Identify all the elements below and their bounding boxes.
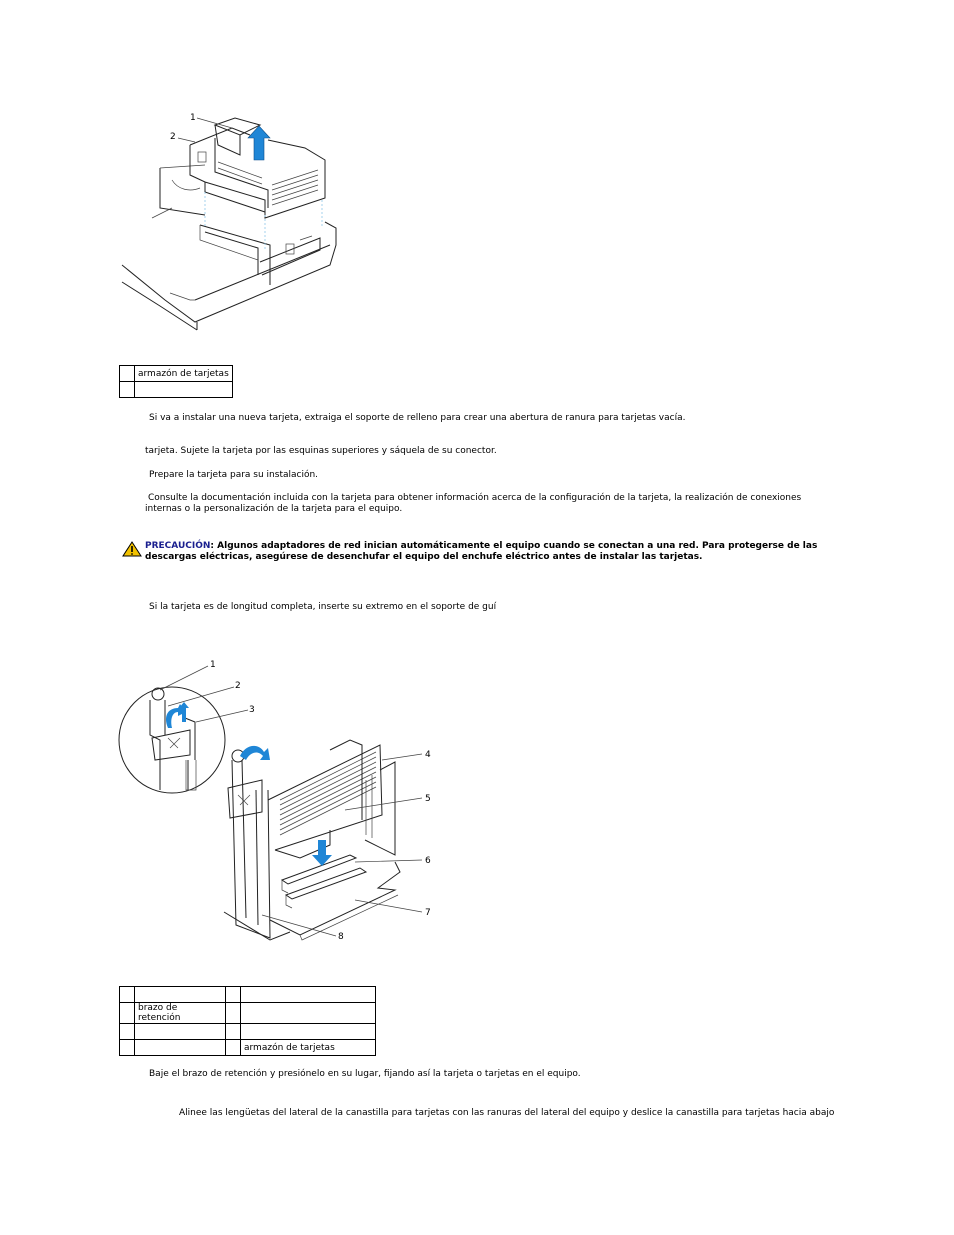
- legend-row: [120, 987, 376, 1003]
- step-paragraph: Alinee las lengüetas del lateral de la canastilla para tarjetas con las ranuras del lateral del equipo y deslice la canastilla para tarjetas hacia abajo: [179, 1108, 835, 1118]
- rotate-arrow-icon: [240, 746, 270, 760]
- legend-row: [120, 1040, 376, 1056]
- figure2-callout-1: 1: [210, 660, 216, 670]
- step-paragraph: Baje el brazo de retención y presiónelo en su lugar, fijando así la tarjeta o tarjetas en el equipo.: [149, 1069, 581, 1079]
- legend-number: [120, 1024, 135, 1040]
- figure2-callout-5: 5: [425, 794, 431, 804]
- insert-arrow-icon: [312, 840, 332, 866]
- legend-label: [241, 1024, 376, 1040]
- figure2-callout-3: 3: [249, 705, 255, 715]
- legend-row: [120, 1003, 376, 1024]
- figure2-callout-6: 6: [425, 856, 431, 866]
- legend-number: [226, 987, 241, 1003]
- legend-label: [135, 987, 226, 1003]
- step-paragraph: Si va a instalar una nueva tarjeta, extraiga el soporte de relleno para crear una abertura de ranura para tarjetas vacía.: [149, 413, 686, 423]
- legend-label: [135, 1024, 226, 1040]
- caution-text: Algunos adaptadores de red inician automáticamente el equipo cuando se conectan a una red. Para protegerse de las descargas eléctricas, asegúrese de desenchufar el equipo del enchufe eléctrico antes de instalar las tarjetas.: [145, 541, 818, 562]
- legend-row: [120, 1024, 376, 1040]
- legend-number: [226, 1040, 241, 1056]
- legend-number: [120, 1003, 135, 1024]
- step-paragraph: Consulte la documentación incluida con la tarjeta para obtener información acerca de la configuración de la tarjeta, la realización de conexiones internas o la personalización de la tarjeta para el equipo.: [145, 493, 802, 514]
- legend-table-2: [119, 986, 376, 1056]
- legend-label: [135, 1040, 226, 1056]
- legend-number: [120, 987, 135, 1003]
- legend-number: [120, 1040, 135, 1056]
- legend-number: [226, 1003, 241, 1024]
- caution-separator: :: [210, 541, 215, 551]
- step-paragraph: Prepare la tarjeta para su instalación.: [149, 470, 319, 480]
- figure1-callout-2: 2: [170, 132, 176, 142]
- legend-label: armazón de tarjetas: [135, 366, 233, 382]
- step-paragraph: tarjeta. Sujete la tarjeta por las esquinas superiores y sáquela de su conector.: [145, 446, 497, 456]
- caution-label: PRECAUCIÓN: [145, 541, 211, 551]
- figure2-callout-2: 2: [235, 681, 241, 691]
- legend-label: [241, 987, 376, 1003]
- figure1-callout-1: 1: [190, 113, 196, 123]
- step-paragraph: Si la tarjeta es de longitud completa, inserte su extremo en el soporte de guí: [149, 602, 497, 612]
- figure2-callout-4: 4: [425, 750, 431, 760]
- legend-number: [226, 1024, 241, 1040]
- legend-label: armazón de tarjetas: [241, 1040, 376, 1056]
- figure2-callout-8: 8: [338, 932, 344, 942]
- figure2-callout-7: 7: [425, 908, 431, 918]
- legend-label: brazo de retención: [135, 1003, 226, 1024]
- legend-label: [241, 1003, 376, 1024]
